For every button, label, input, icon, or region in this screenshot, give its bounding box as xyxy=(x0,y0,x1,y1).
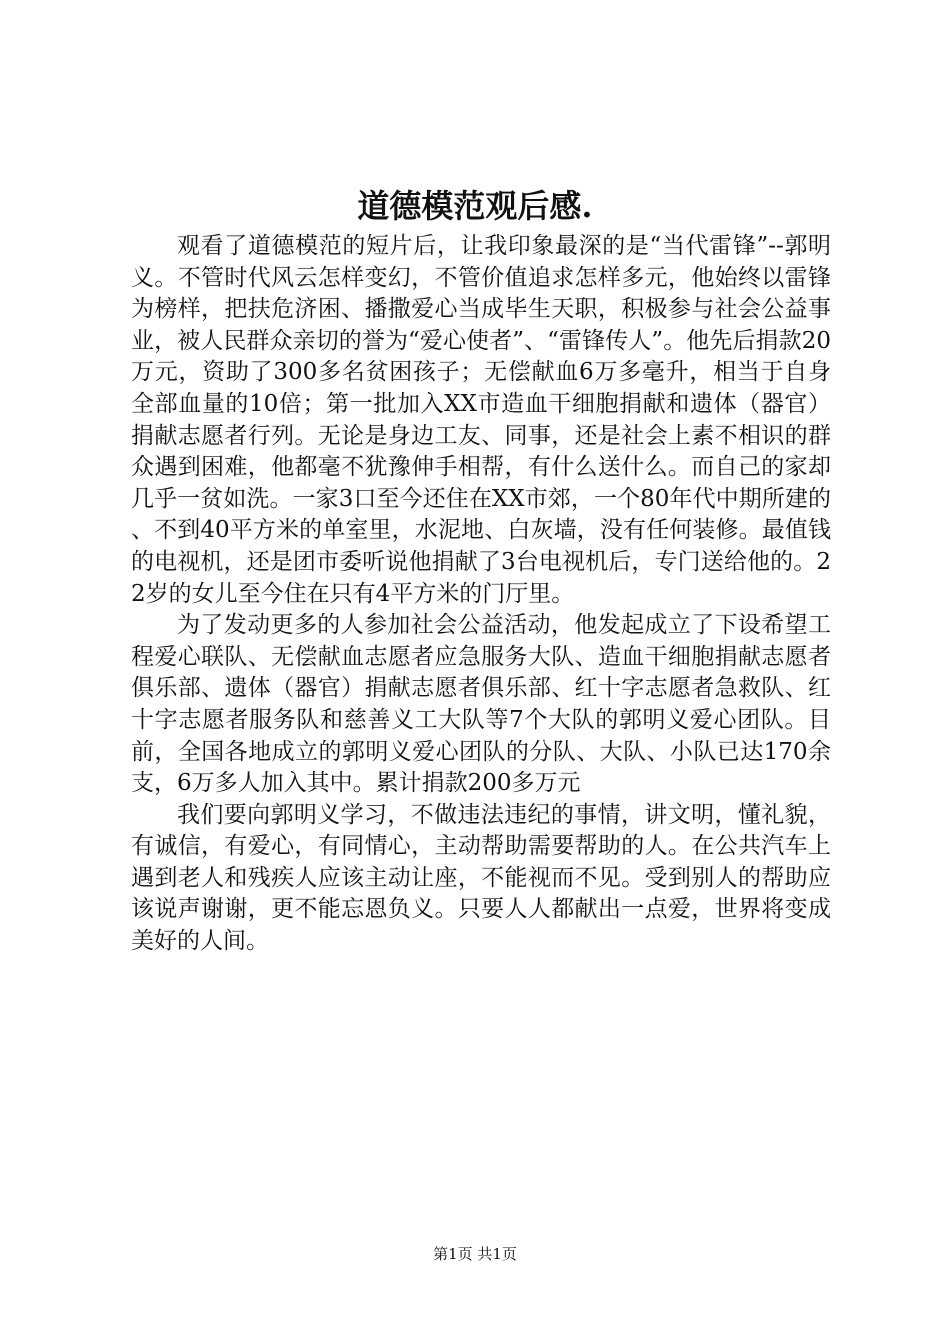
page-footer: 第1页 共1页 xyxy=(433,1245,517,1263)
document-body xyxy=(131,231,831,958)
document-title: 道德模范观后感. xyxy=(357,187,593,225)
paragraph-2: 为了发动更多的人参加社会公益活动，他发起成立了下设希望工程爱心联队、无偿献血志愿者应急服务大队、造血干细胞捐献志愿者俱乐部、遗体（器官）捐献志愿者俱乐部、红十字志愿者急救队、红十字志愿者服务队和慈善义工大队等7个大队的郭明义爱心团队。目前，全国各地成立的郭明义爱心团队的分队、大队、小队已达170余支，6万多人加入其中。累计捐款200多万元 xyxy=(131,612,831,797)
paragraph-3: 我们要向郭明义学习，不做违法违纪的事情，讲文明，懂礼貌，有诚信，有爱心，有同情心，主动帮助需要帮助的人。在公共汽车上遇到老人和残疾人应该主动让座，不能视而不见。受到别人的帮助应该说声谢谢，更不能忘恩负义。只要人人都献出一点爱，世界将变成美好的人间。 xyxy=(131,801,831,955)
paragraph-1: 观看了道德模范的短片后，让我印象最深的是“当代雷锋”--郭明义。不管时代风云怎样变幻，不管价值追求怎样多元，他始终以雷锋为榜样，把扶危济困、播撒爱心当成毕生天职，积极参与社会公益事业，被人民群众亲切的誉为“爱心使者”、“雷锋传人”。他先后捐款20万元，资助了300多名贫困孩子；无偿献血6万多毫升，相当于自身全部血量的10倍；第一批加入XX市造血干细胞捐献和遗体（器官）捐献志愿者行列。无论是身边工友、同事，还是社会上素不相识的群众遇到困难，他都毫不犹豫伸手相帮，有什么送什么。而自己的家却几乎一贫如洗。一家3口至今还住在XX市郊，一个80年代中期所建的、不到40平方米的单室里，水泥地、白灰墙，没有任何装修。最值钱的电视机，还是团市委听说他捐献了3台电视机后，专门送给他的。22岁的女儿至今住在只有4平方米的门厅里。 xyxy=(131,233,831,607)
